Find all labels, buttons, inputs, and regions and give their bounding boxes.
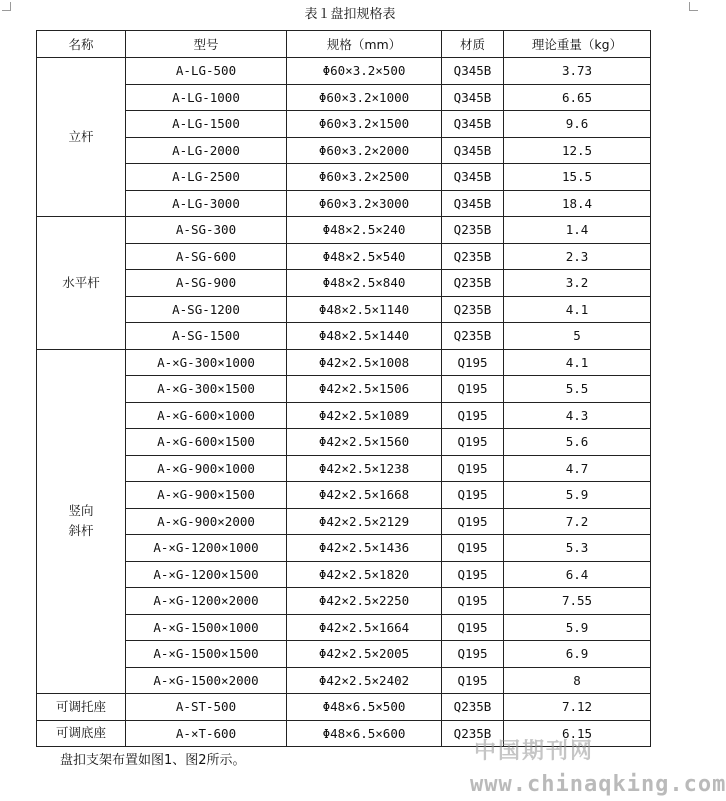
weight-cell: 18.4 <box>504 190 651 217</box>
weight-cell: 8 <box>504 667 651 694</box>
spec-cell: Φ60×3.2×1500 <box>287 111 442 138</box>
header-cell-model: 型号 <box>126 31 287 58</box>
spec-cell: Φ42×2.5×1506 <box>287 376 442 403</box>
model-cell: A-SG-300 <box>126 217 287 244</box>
spec-cell: Φ48×2.5×540 <box>287 243 442 270</box>
model-cell: A-×G-300×1500 <box>126 376 287 403</box>
material-cell: Q235B <box>442 243 504 270</box>
spec-cell: Φ60×3.2×1000 <box>287 84 442 111</box>
spec-cell: Φ42×2.5×1436 <box>287 535 442 562</box>
model-cell: A-×G-600×1000 <box>126 402 287 429</box>
model-cell: A-×G-300×1000 <box>126 349 287 376</box>
material-cell: Q195 <box>442 561 504 588</box>
table-row <box>37 508 651 535</box>
weight-cell: 4.1 <box>504 296 651 323</box>
table-row <box>37 429 651 456</box>
weight-cell: 5.6 <box>504 429 651 456</box>
table-row <box>37 217 651 244</box>
model-cell: A-SG-1200 <box>126 296 287 323</box>
table-row <box>37 137 651 164</box>
spec-cell: Φ48×2.5×1440 <box>287 323 442 350</box>
spec-cell: Φ42×2.5×1089 <box>287 402 442 429</box>
material-cell: Q195 <box>442 376 504 403</box>
spec-cell: Φ48×6.5×600 <box>287 720 442 747</box>
spec-cell: Φ42×2.5×1238 <box>287 455 442 482</box>
table-row <box>37 84 651 111</box>
spec-table <box>36 30 651 747</box>
table-title: 表１盘扣规格表 <box>304 7 396 22</box>
model-cell: A-ST-500 <box>126 694 287 721</box>
watermark-url: www.chinaqking.com <box>470 772 726 797</box>
weight-cell: 6.9 <box>504 641 651 668</box>
model-cell: A-LG-1000 <box>126 84 287 111</box>
table-row <box>37 402 651 429</box>
model-cell: A-×T-600 <box>126 720 287 747</box>
material-cell: Q345B <box>442 84 504 111</box>
material-cell: Q235B <box>442 323 504 350</box>
material-cell: Q195 <box>442 482 504 509</box>
material-cell: Q235B <box>442 694 504 721</box>
material-cell: Q195 <box>442 588 504 615</box>
material-cell: Q195 <box>442 641 504 668</box>
table-row <box>37 190 651 217</box>
material-cell: Q345B <box>442 137 504 164</box>
weight-cell: 1.4 <box>504 217 651 244</box>
weight-cell: 7.2 <box>504 508 651 535</box>
material-cell: Q235B <box>442 217 504 244</box>
table-row <box>37 323 651 350</box>
material-cell: Q195 <box>442 614 504 641</box>
model-cell: A-×G-1200×1500 <box>126 561 287 588</box>
group-name-cell: 可调托座 <box>37 694 126 721</box>
weight-cell: 4.3 <box>504 402 651 429</box>
model-cell: A-SG-1500 <box>126 323 287 350</box>
weight-cell: 7.55 <box>504 588 651 615</box>
header-cell-material: 材质 <box>442 31 504 58</box>
weight-cell: 2.3 <box>504 243 651 270</box>
spec-cell: Φ42×2.5×1560 <box>287 429 442 456</box>
spec-cell: Φ60×3.2×500 <box>287 58 442 85</box>
material-cell: Q195 <box>442 455 504 482</box>
model-cell: A-×G-1200×2000 <box>126 588 287 615</box>
spec-cell: Φ42×2.5×2402 <box>287 667 442 694</box>
model-cell: A-SG-900 <box>126 270 287 297</box>
spec-cell: Φ42×2.5×1668 <box>287 482 442 509</box>
table-row <box>37 111 651 138</box>
weight-cell: 5.9 <box>504 614 651 641</box>
model-cell: A-SG-600 <box>126 243 287 270</box>
table-row <box>37 535 651 562</box>
table-row <box>37 164 651 191</box>
group-name-cell: 可调底座 <box>37 720 126 747</box>
header-row <box>37 31 651 58</box>
spec-cell: Φ48×2.5×840 <box>287 270 442 297</box>
model-cell: A-LG-1500 <box>126 111 287 138</box>
table-row <box>37 455 651 482</box>
material-cell: Q235B <box>442 296 504 323</box>
model-cell: A-×G-900×2000 <box>126 508 287 535</box>
weight-cell: 3.73 <box>504 58 651 85</box>
table-row <box>37 667 651 694</box>
weight-cell: 6.4 <box>504 561 651 588</box>
table-row <box>37 482 651 509</box>
model-cell: A-×G-900×1500 <box>126 482 287 509</box>
table-row <box>37 270 651 297</box>
material-cell: Q345B <box>442 111 504 138</box>
spec-cell: Φ60×3.2×2500 <box>287 164 442 191</box>
spec-cell: Φ48×6.5×500 <box>287 694 442 721</box>
spec-cell: Φ42×2.5×2129 <box>287 508 442 535</box>
spec-cell: Φ48×2.5×1140 <box>287 296 442 323</box>
spec-cell: Φ60×3.2×3000 <box>287 190 442 217</box>
weight-cell: 7.12 <box>504 694 651 721</box>
model-cell: A-×G-600×1500 <box>126 429 287 456</box>
weight-cell: 9.6 <box>504 111 651 138</box>
table-row <box>37 349 651 376</box>
weight-cell: 5.3 <box>504 535 651 562</box>
table-row <box>37 588 651 615</box>
table-row <box>37 694 651 721</box>
spec-cell: Φ42×2.5×1008 <box>287 349 442 376</box>
material-cell: Q195 <box>442 402 504 429</box>
weight-cell: 5.9 <box>504 482 651 509</box>
spec-cell: Φ42×2.5×1820 <box>287 561 442 588</box>
group-name-cell: 竖向 斜杆 <box>37 349 126 694</box>
weight-cell: 15.5 <box>504 164 651 191</box>
model-cell: A-×G-1500×1000 <box>126 614 287 641</box>
spec-cell: Φ42×2.5×2250 <box>287 588 442 615</box>
model-cell: A-LG-500 <box>126 58 287 85</box>
weight-cell: 4.1 <box>504 349 651 376</box>
watermark-logo-text: 中国期刊网 <box>474 738 595 764</box>
header-cell-weight: 理论重量（kg） <box>504 31 651 58</box>
spec-cell: Φ48×2.5×240 <box>287 217 442 244</box>
material-cell: Q195 <box>442 429 504 456</box>
material-cell: Q195 <box>442 349 504 376</box>
table-row <box>37 296 651 323</box>
material-cell: Q195 <box>442 667 504 694</box>
group-name-cell: 立杆 <box>37 58 126 217</box>
weight-cell: 3.2 <box>504 270 651 297</box>
weight-cell: 5 <box>504 323 651 350</box>
caption-text: 盘扣支架布置如图1、图2所示。 <box>60 753 246 768</box>
material-cell: Q235B <box>442 270 504 297</box>
model-cell: A-×G-1200×1000 <box>126 535 287 562</box>
header-cell-name: 名称 <box>37 31 126 58</box>
material-cell: Q235B <box>442 720 504 747</box>
table-row <box>37 58 651 85</box>
weight-cell: 6.65 <box>504 84 651 111</box>
material-cell: Q345B <box>442 58 504 85</box>
material-cell: Q195 <box>442 535 504 562</box>
group-name-cell: 水平杆 <box>37 217 126 350</box>
spec-cell: Φ60×3.2×2000 <box>287 137 442 164</box>
table-body <box>37 58 651 747</box>
table-row <box>37 641 651 668</box>
header-cell-spec: 规格（mm） <box>287 31 442 58</box>
weight-cell: 4.7 <box>504 455 651 482</box>
weight-cell: 6.15 <box>504 720 651 747</box>
model-cell: A-LG-2000 <box>126 137 287 164</box>
model-cell: A-LG-2500 <box>126 164 287 191</box>
material-cell: Q195 <box>442 508 504 535</box>
spec-cell: Φ42×2.5×1664 <box>287 614 442 641</box>
material-cell: Q345B <box>442 164 504 191</box>
model-cell: A-LG-3000 <box>126 190 287 217</box>
table-row <box>37 243 651 270</box>
model-cell: A-×G-900×1000 <box>126 455 287 482</box>
model-cell: A-×G-1500×2000 <box>126 667 287 694</box>
model-cell: A-×G-1500×1500 <box>126 641 287 668</box>
material-cell: Q345B <box>442 190 504 217</box>
table-row <box>37 561 651 588</box>
table-row <box>37 614 651 641</box>
spec-cell: Φ42×2.5×2005 <box>287 641 442 668</box>
weight-cell: 12.5 <box>504 137 651 164</box>
weight-cell: 5.5 <box>504 376 651 403</box>
table-row <box>37 376 651 403</box>
